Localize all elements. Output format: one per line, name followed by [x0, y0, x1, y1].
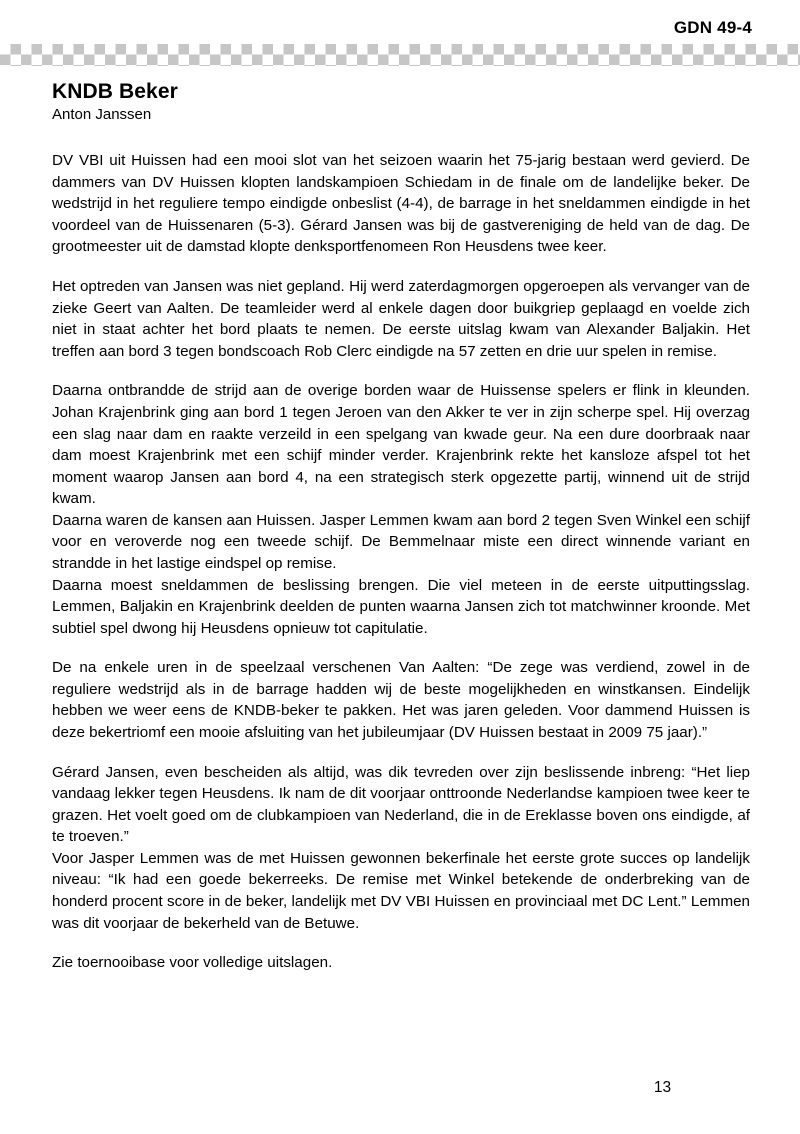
article-byline: Anton Janssen: [52, 106, 152, 124]
issue-label: GDN 49-4: [673, 18, 752, 37]
paragraph-group-3: [52, 380, 750, 639]
paragraph: Daarna moest sneldammen de beslissing brengen. Die viel meteen in de eerste uitputtingsslag. Lemmen, Baljakin en Krajenbrink deelden de punten waarna Jansen zich tot matchwinner kroonde. Met subtiel spel dwong hij Heusdens opnieuw tot capitulatie.: [52, 576, 750, 637]
paragraph: Daarna waren de kansen aan Huissen. Jasper Lemmen kwam aan bord 2 tegen Sven Winkel een schijf voor en veroverde nog een tweede schijf. De Bemmelnaar miste een direct winnende variant en strandde in het lastige eindspel op remise.: [52, 511, 750, 572]
page-header: [0, 18, 752, 38]
paragraph-group-5: [52, 762, 750, 935]
paragraph-group-2: [52, 276, 750, 362]
paragraph: Gérard Jansen, even bescheiden als altijd, was dik tevreden over zijn beslissende inbreng: “Het liep vandaag lekker tegen Heusdens. Ik nam de dit voorjaar onttroonde Nederlandse kampioen twee keer te grazen. Het voelt goed om de clubkampioen van Nederland, die in de Ereklasse boven ons eindigde, af te troeven.”: [52, 763, 750, 846]
paragraph-group-6: [52, 952, 750, 974]
paragraph: Daarna ontbrandde de strijd aan de overige borden waar de Huissense spelers er flink in kleunden. Johan Krajenbrink ging aan bord 1 tegen Jeroen van den Akker te ver in zijn scherpe spel. Hij overzag een slag naar dam en raakte verzeild in een spelgang van kwade geur. Na een dure doorbraak naar dam moest Krajenbrink met een schijf minder verder. Krajenbrink rekte het kansloze afspel tot het moment waarop Jansen aan bord 4, na een strategisch sterk opgezette partij, winnend uit de strijd kwam.: [52, 382, 750, 508]
paragraph-group-1: [52, 150, 750, 258]
checkerboard-divider: [0, 44, 800, 66]
paragraph: De na enkele uren in de speelzaal verschenen Van Aalten: “De zege was verdiend, zowel in de reguliere wedstrijd als in de barrage hadden wij de beste mogelijkheden en winstkansen. Eindelijk hebben we weer eens de KNDB-beker te pakken. Het was jaren geleden. Voor dammend Huissen is deze bekertriomf een mooie afsluiting van het jubileumjaar (DV Huissen bestaat in 2009 75 jaar).”: [52, 659, 750, 742]
article-content: [52, 80, 750, 974]
article-body: [52, 150, 750, 974]
paragraph: Voor Jasper Lemmen was de met Huissen gewonnen bekerfinale het eerste grote succes op landelijk niveau: “Ik had een goede bekerreeks. De remise met Winkel betekende de onderbreking van de honderd procent score in de beker, landelijk met DV VBI Huissen en provinciaal met DC Lent.” Lemmen was dit voorjaar de bekerheld van de Betuwe.: [52, 849, 750, 932]
paragraph: Het optreden van Jansen was niet gepland. Hij werd zaterdagmorgen opgeroepen als vervanger van de zieke Geert van Aalten. De teamleider werd al enkele dagen door buikgriep geplaagd en voelde zich niet in staat achter het bord plaats te nemen. De eerste uitslag kwam van Alexander Baljakin. Het treffen aan bord 3 tegen bondscoach Rob Clerc eindigde na 57 zetten en drie uur spelen in remise.: [52, 278, 750, 360]
page-number: 13: [653, 1079, 672, 1096]
page-title: KNDB Beker: [52, 80, 178, 103]
paragraph: DV VBI uit Huissen had een mooi slot van het seizoen waarin het 75-jarig bestaan werd gevierd. De dammers van DV Huissen klopten landskampioen Schiedam in de finale om de landelijke beker. De wedstrijd in het reguliere tempo eindigde onbeslist (4-4), de barrage in het sneldammen eindigde in het voordeel van de Huissenaren (5-3). Gérard Jansen was bij de gastvereniging de held van de dag. De grootmeester uit de damstad klopte denksportfenomeen Ron Heusdens twee keer.: [52, 152, 750, 256]
paragraph: Zie toernooibase voor volledige uitslagen.: [52, 954, 333, 972]
paragraph-group-4: [52, 657, 750, 743]
